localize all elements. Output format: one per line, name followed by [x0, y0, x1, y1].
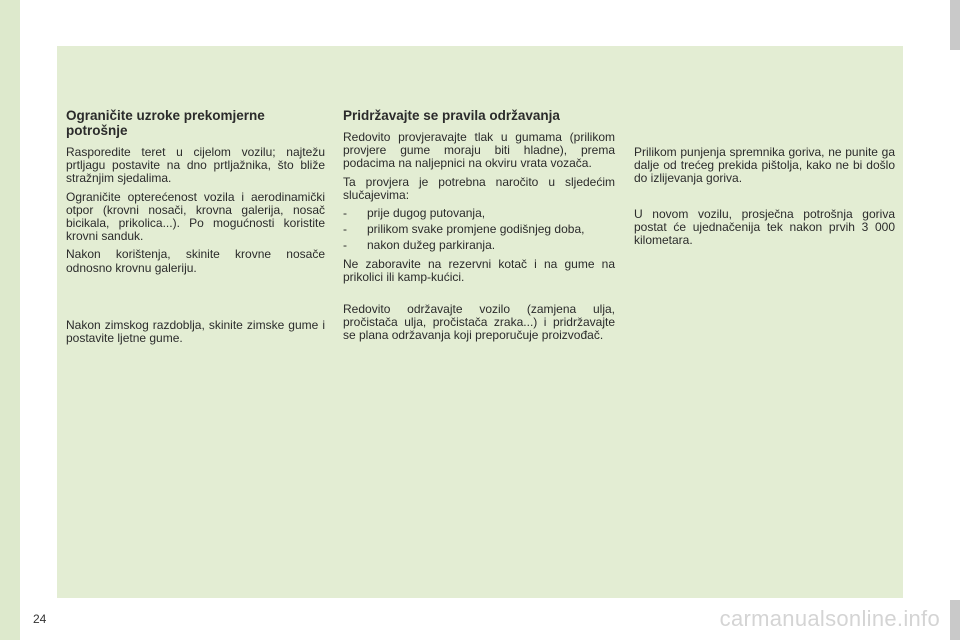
- list-item: - prilikom svake promjene godišnjeg doba,: [343, 223, 615, 236]
- paragraph: Nakon zimskog razdoblja, skinite zimske gume i postavite ljetne gume.: [66, 317, 325, 346]
- paragraph: Prilikom punjenja spremnika goriva, ne punite ga dalje od trećeg prekida pištolja, kako ne bi došlo do izlijevanja goriva.: [634, 145, 895, 186]
- watermark: carmanualsonline.info: [719, 606, 940, 631]
- paragraph: Ne zaboravite na rezervni kotač i na gume na prikolici ili kamp-kućici.: [343, 256, 615, 284]
- dash-list: [343, 207, 615, 253]
- paragraph: Rasporedite teret u cijelom vozilu; najtežu prtljagu postavite na dno prtljažnika, što bliže stražnjim sjedalima.: [66, 145, 325, 186]
- left-margin-strip: [0, 0, 20, 640]
- page-number: 24: [33, 612, 47, 626]
- right-edge-tab-bottom: [950, 600, 960, 640]
- paragraph: Ta provjera je potrebna naročito u sljedećim slučajevima:: [343, 174, 615, 202]
- paragraph: Redovito održavajte vozilo (zamjena ulja, pročistača ulja, pročistača zraka...) i pridržavajte se plana održavanja koji preporučuje proizvođač.: [343, 302, 615, 343]
- content-panel: [57, 46, 903, 598]
- right-edge-tab: [950, 0, 960, 50]
- column-fuel: [634, 146, 895, 252]
- paragraph: Ograničite opterećenost vozila i aerodinamički otpor (krovni nosači, krovna galerija, nosač bicikala, prikolica...). Po mogućnosti koristite krovni sanduk.: [66, 189, 325, 244]
- paragraph: Nakon korištenja, skinite krovne nosače odnosno krovnu galeriju.: [66, 247, 325, 275]
- list-item: - prije dugog putovanja,: [343, 207, 615, 220]
- heading-consumption: Ograničite uzroke prekomjerne potrošnje: [66, 108, 265, 138]
- column-consumption: [66, 108, 325, 350]
- list-item: - nakon dužeg parkiranja.: [343, 239, 615, 252]
- heading-maintenance: Pridržavajte se pravila održavanja: [343, 108, 560, 123]
- paragraph: Redovito provjeravajte tlak u gumama (prilikom provjere gume moraju biti hladne), prema podacima na naljepnici na okviru vrata vozača.: [343, 130, 615, 171]
- column-maintenance: [343, 108, 615, 348]
- paragraph: U novom vozilu, prosječna potrošnja goriva postat će ujednačenija tek nakon prvih 3 000 kilometara.: [634, 206, 895, 248]
